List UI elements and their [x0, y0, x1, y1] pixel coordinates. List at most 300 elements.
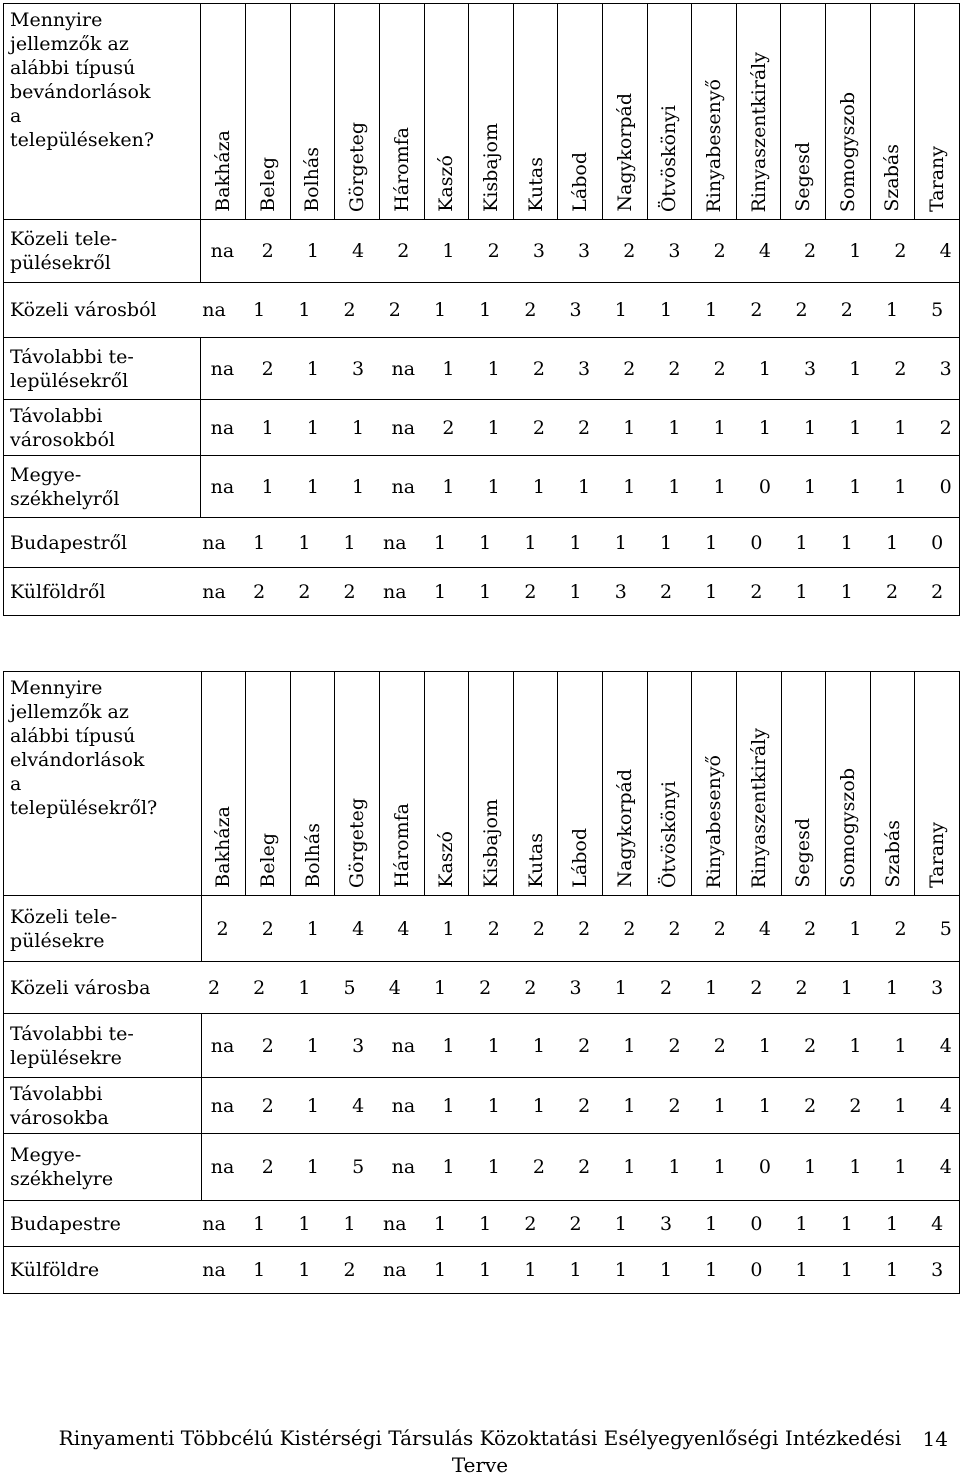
row-label: Távolabbi te- lepülésekre	[10, 1022, 134, 1069]
value-cell: na	[210, 1094, 235, 1117]
value-cell: 1	[705, 1259, 718, 1281]
value-cell: na	[391, 1156, 416, 1178]
value-cell: 0	[931, 531, 944, 554]
value-cell: na	[202, 1212, 226, 1235]
value-cell: 1	[758, 416, 771, 439]
column-header-label: Tarany	[926, 146, 949, 212]
value-cell: 3	[931, 1259, 944, 1281]
value-cell: 1	[885, 1212, 899, 1235]
value-cell: 2	[261, 917, 274, 940]
value-cell: 4	[758, 240, 771, 262]
value-cell: 2	[578, 917, 591, 940]
value-cell: 1	[306, 240, 319, 262]
value-cell: 2	[442, 416, 455, 439]
value-cell: na	[210, 475, 235, 498]
value-cell: 1	[849, 1034, 862, 1057]
value-cell: na	[383, 531, 407, 554]
row-values-cell	[201, 1078, 959, 1134]
value-cell: 1	[479, 299, 492, 321]
value-cell: 3	[614, 580, 627, 603]
value-cell: 2	[668, 1034, 681, 1057]
value-cell: 2	[894, 917, 907, 940]
column-header-label: Somogyszob	[836, 767, 859, 888]
column-header	[781, 4, 826, 220]
value-cell: na	[202, 1259, 226, 1281]
column-header-label: Bakháza	[212, 130, 235, 212]
value-cell: 2	[253, 580, 266, 603]
value-cell: 2	[532, 357, 545, 380]
value-cell: 2	[578, 1156, 591, 1178]
value-cell: 1	[659, 299, 673, 321]
value-cell: na	[210, 416, 235, 439]
column-header	[513, 672, 558, 896]
row-label: Külföldre	[10, 1259, 100, 1281]
value-cell: 1	[894, 1094, 907, 1117]
value-cell: 1	[433, 531, 447, 554]
value-cell: 3	[569, 299, 582, 321]
value-cell: 2	[668, 917, 681, 940]
column-header-label: Beleg	[256, 157, 279, 212]
table-row	[4, 400, 960, 456]
value-cell: 2	[804, 240, 817, 262]
value-cell: 1	[569, 531, 582, 554]
value-cell: 2	[216, 917, 229, 940]
value-cell: 2	[750, 580, 763, 603]
column-header	[915, 4, 960, 220]
value-cell: 1	[442, 1094, 455, 1117]
row-label-cell	[4, 456, 201, 518]
column-header-label: Görgeteg	[346, 797, 369, 888]
page-number: 14	[922, 1427, 948, 1451]
value-cell: 3	[659, 1212, 673, 1235]
row-values-cell	[201, 456, 960, 518]
column-header-label: Bolhás	[301, 823, 324, 888]
value-cell: 1	[306, 1094, 320, 1117]
value-cell: 1	[713, 1156, 726, 1178]
value-cell: 2	[840, 299, 853, 321]
value-cell: 1	[524, 531, 537, 554]
column-header	[335, 672, 380, 896]
table-row	[4, 1134, 960, 1201]
column-header-label: Kutas	[524, 157, 547, 212]
value-cell: 1	[713, 475, 726, 498]
value-cell: 2	[261, 1094, 274, 1117]
value-cell: 1	[479, 1212, 492, 1235]
value-cell: 3	[352, 1034, 365, 1057]
value-cell: 2	[298, 580, 311, 603]
column-header-label: Beleg	[256, 833, 279, 888]
row-label-cell	[4, 220, 201, 283]
column-header	[602, 4, 647, 220]
column-header-label: Görgeteg	[346, 121, 369, 212]
value-cell: 1	[306, 1034, 320, 1057]
column-header	[558, 672, 603, 896]
value-cell: 5	[931, 299, 944, 321]
value-cell: 2	[713, 917, 726, 940]
value-cell: 2	[795, 976, 808, 999]
value-cell: 2	[524, 299, 537, 321]
value-cell: 2	[261, 1034, 274, 1057]
table-row	[4, 283, 960, 338]
value-cell: 1	[306, 357, 319, 380]
value-cell: 1	[261, 416, 274, 439]
row-label: Távolabbi te- lepülésekről	[10, 345, 134, 392]
value-cell: 5	[352, 1156, 365, 1178]
column-header	[647, 4, 692, 220]
value-cell: 1	[758, 1034, 772, 1057]
value-cell: 4	[352, 1094, 365, 1117]
value-cell: 2	[939, 416, 952, 439]
value-cell: 2	[397, 240, 410, 262]
value-cell: 2	[524, 580, 537, 603]
value-cell: 1	[849, 357, 862, 380]
column-header	[692, 672, 737, 896]
value-cell: 4	[931, 1212, 944, 1235]
value-cell: 1	[442, 1034, 455, 1057]
column-header-label: Kaszó	[435, 831, 458, 888]
value-cell: 1	[623, 1156, 636, 1178]
value-cell: 1	[569, 580, 582, 603]
value-cell: 2	[804, 1094, 817, 1117]
value-cell: 2	[668, 1094, 681, 1117]
value-cell: 2	[261, 1156, 274, 1178]
table-row	[4, 962, 960, 1014]
row-label: Közeli városba	[10, 976, 151, 999]
value-cell: 2	[931, 580, 944, 603]
value-cell: 1	[253, 531, 266, 554]
footer-text: Rinyamenti Többcélú Kistérségi Társulás Közoktatási Esélyegyenlőségi Intézkedési Terve	[58, 1426, 902, 1477]
value-cell: 2	[569, 1212, 582, 1235]
value-cell: 1	[894, 1156, 907, 1178]
value-cell: 2	[524, 1212, 537, 1235]
row-values-cell	[201, 1014, 959, 1078]
column-header-label: Kisbajom	[480, 799, 503, 888]
value-cell: na	[391, 1034, 416, 1057]
column-header	[826, 4, 871, 220]
value-cell: 1	[705, 299, 718, 321]
value-cell: 1	[569, 1259, 582, 1281]
value-cell: 1	[713, 1094, 726, 1117]
value-cell: 1	[705, 580, 718, 603]
value-cell: 1	[849, 1156, 862, 1178]
column-header-label: Tarany	[926, 822, 949, 888]
value-cell: 1	[849, 240, 862, 262]
value-cell: 1	[352, 475, 365, 498]
value-cell: na	[202, 531, 226, 554]
value-cell: 1	[795, 531, 808, 554]
value-cell: 4	[939, 1034, 952, 1057]
column-header-label: Rinyabesenyő	[702, 78, 725, 212]
value-cell: 1	[442, 1156, 455, 1178]
column-header	[826, 672, 871, 896]
value-cell: 1	[442, 475, 455, 498]
value-cell: 1	[614, 1212, 627, 1235]
value-cell: 2	[261, 240, 274, 262]
row-values-cell	[201, 400, 960, 456]
table-row	[4, 456, 960, 518]
row-label: Budapestre	[10, 1212, 121, 1235]
corner-question-text: Mennyire jellemzők az alábbi típusú elvándorlások a településekről?	[10, 677, 158, 819]
column-header	[647, 672, 692, 896]
table-row	[4, 896, 960, 962]
value-cell: 1	[578, 475, 591, 498]
immigration-table	[3, 3, 960, 616]
value-cell: 4	[397, 917, 410, 940]
value-cell: 1	[804, 416, 817, 439]
value-cell: 1	[894, 475, 907, 498]
column-header	[603, 672, 648, 896]
value-cell: 2	[388, 299, 401, 321]
column-header-label: Kaszó	[435, 155, 458, 212]
value-cell: 1	[885, 531, 899, 554]
row-values-cell	[201, 220, 960, 283]
value-cell: 2	[804, 1034, 817, 1057]
row-values-cell	[201, 896, 959, 962]
value-cell: 2	[261, 357, 274, 380]
value-cell: 3	[578, 357, 591, 380]
table-corner-question	[4, 4, 201, 220]
value-cell: 1	[614, 1259, 627, 1281]
value-cell: 1	[659, 1259, 673, 1281]
column-header	[736, 672, 781, 896]
value-cell: 1	[849, 475, 862, 498]
value-cell: 1	[306, 416, 319, 439]
value-cell: 1	[840, 976, 853, 999]
value-cell: 2	[253, 976, 266, 999]
value-cell: 0	[758, 1156, 772, 1178]
value-cell: 1	[885, 1259, 899, 1281]
value-cell: 1	[442, 357, 455, 380]
table-row	[4, 1201, 960, 1247]
value-cell: 1	[532, 1094, 546, 1117]
row-label: Megye- székhelyre	[10, 1144, 114, 1190]
value-cell: 1	[442, 240, 455, 262]
value-cell: 1	[343, 1212, 356, 1235]
value-cell: 1	[623, 1034, 636, 1057]
value-cell: 4	[352, 917, 365, 940]
column-header-label: Háromfa	[390, 127, 413, 212]
value-cell: 2	[885, 580, 899, 603]
value-cell: 2	[487, 917, 500, 940]
value-cell: 1	[487, 1156, 500, 1178]
value-cell: 1	[623, 1094, 636, 1117]
value-cell: 1	[705, 531, 718, 554]
value-cell: 1	[668, 1156, 681, 1178]
value-cell: 1	[433, 1212, 447, 1235]
value-cell: 2	[207, 976, 221, 999]
value-cell: 1	[306, 475, 319, 498]
value-cell: na	[210, 1156, 235, 1178]
value-cell: 0	[750, 531, 763, 554]
value-cell: 1	[532, 475, 545, 498]
column-header	[915, 672, 960, 896]
value-cell: 1	[298, 1212, 311, 1235]
value-cell: 1	[433, 1259, 447, 1281]
value-cell: 1	[614, 976, 627, 999]
column-header	[558, 4, 603, 220]
column-header	[781, 672, 826, 896]
value-cell: 3	[569, 976, 582, 999]
value-cell: na	[210, 240, 235, 262]
value-cell: 1	[705, 976, 718, 999]
value-cell: 2	[578, 1094, 591, 1117]
column-header-label: Segesd	[792, 142, 815, 212]
column-header	[201, 672, 246, 896]
column-header-label: Bolhás	[301, 147, 324, 212]
value-cell: 2	[578, 416, 591, 439]
value-cell: 1	[532, 1034, 546, 1057]
row-label-cell	[4, 400, 201, 456]
column-header	[692, 4, 737, 220]
value-cell: 0	[758, 475, 771, 498]
column-header	[424, 672, 469, 896]
value-cell: na	[383, 580, 407, 603]
value-cell: 1	[885, 299, 899, 321]
value-cell: 3	[352, 357, 365, 380]
value-cell: 2	[343, 1259, 356, 1281]
value-cell: 1	[479, 531, 492, 554]
value-cell: 1	[261, 475, 274, 498]
value-cell: 1	[795, 580, 808, 603]
column-header-label: Somogyszob	[836, 91, 859, 212]
column-header-label: Szabás	[881, 820, 904, 888]
page-footer	[0, 1425, 960, 1479]
value-cell: na	[391, 1094, 416, 1117]
row-label: Távolabbi városokból	[10, 404, 115, 451]
table-row	[4, 338, 960, 400]
value-cell: 2	[532, 416, 545, 439]
column-header	[246, 672, 291, 896]
column-header	[201, 4, 246, 220]
table-row	[4, 1014, 960, 1078]
value-cell: 2	[713, 240, 726, 262]
row-label: Közeli városból	[10, 299, 157, 321]
value-cell: 2	[659, 580, 673, 603]
value-cell: 1	[487, 357, 500, 380]
column-header-label: Rinyaszentkirály	[747, 51, 770, 212]
value-cell: 2	[713, 1034, 726, 1057]
value-cell: 1	[795, 1212, 808, 1235]
row-cell-combined	[4, 518, 960, 568]
value-cell: 0	[750, 1212, 763, 1235]
value-cell: 1	[298, 976, 311, 999]
value-cell: 2	[343, 299, 356, 321]
value-cell: 1	[840, 531, 853, 554]
value-cell: 1	[849, 917, 862, 940]
row-label: Budapestről	[10, 531, 128, 554]
value-cell: 1	[614, 531, 627, 554]
value-cell: 1	[298, 1259, 311, 1281]
value-cell: 4	[352, 240, 365, 262]
value-cell: na	[383, 1259, 407, 1281]
value-cell: 5	[939, 917, 952, 940]
column-header-label: Ötvöskönyi	[658, 104, 681, 212]
value-cell: na	[391, 416, 416, 439]
row-cell-combined	[4, 568, 960, 616]
emigration-table	[3, 671, 960, 1294]
column-header-label: Ötvöskönyi	[658, 780, 681, 888]
value-cell: 2	[668, 357, 681, 380]
value-cell: 4	[758, 917, 772, 940]
table-row	[4, 1078, 960, 1134]
value-cell: 1	[614, 299, 627, 321]
column-header	[469, 4, 514, 220]
table-row	[4, 1247, 960, 1294]
column-header-label: Nagykorpád	[613, 93, 636, 212]
value-cell: 1	[298, 299, 311, 321]
value-cell: 1	[849, 416, 862, 439]
row-label: Távolabbi városokba	[10, 1082, 109, 1129]
row-label-cell	[4, 1014, 202, 1078]
row-cell-combined	[4, 1201, 960, 1247]
value-cell: 4	[939, 240, 952, 262]
value-cell: 1	[442, 917, 455, 940]
row-label-cell	[4, 1134, 202, 1201]
value-cell: na	[210, 357, 235, 380]
value-cell: 2	[524, 976, 537, 999]
column-header	[380, 672, 425, 896]
value-cell: 1	[668, 475, 681, 498]
table-row	[4, 518, 960, 568]
value-cell: 1	[253, 299, 266, 321]
value-cell: 2	[487, 240, 500, 262]
value-cell: 1	[306, 917, 320, 940]
value-cell: 1	[479, 580, 492, 603]
value-cell: 1	[758, 357, 771, 380]
value-cell: 2	[343, 580, 356, 603]
column-header	[469, 672, 514, 896]
value-cell: 3	[939, 357, 952, 380]
row-label: Közeli tele- pülésekre	[10, 905, 118, 952]
value-cell: 5	[343, 976, 356, 999]
value-cell: 1	[668, 416, 681, 439]
row-label: Közeli tele- pülésekről	[10, 228, 118, 274]
value-cell: na	[202, 580, 226, 603]
value-cell: 1	[433, 580, 447, 603]
table-corner-question	[4, 672, 202, 896]
column-header-label: Bakháza	[212, 806, 235, 888]
table-row	[4, 568, 960, 616]
value-cell: 3	[668, 240, 681, 262]
value-cell: 2	[750, 299, 763, 321]
value-cell: 1	[804, 475, 817, 498]
value-cell: 1	[433, 299, 447, 321]
corner-question-text: Mennyire jellemzők az alábbi típusú bevándorlások a településeken?	[10, 9, 155, 151]
value-cell: 2	[623, 240, 636, 262]
value-cell: 2	[849, 1094, 862, 1117]
value-cell: 1	[298, 531, 311, 554]
value-cell: 1	[705, 1212, 718, 1235]
value-cell: 1	[885, 976, 899, 999]
column-header-label: Kutas	[524, 833, 547, 888]
column-header-label: Szabás	[881, 144, 904, 212]
value-cell: 1	[713, 416, 726, 439]
value-cell: 2	[795, 299, 808, 321]
value-cell: 1	[804, 1156, 817, 1178]
value-cell: 1	[253, 1212, 266, 1235]
column-header	[424, 4, 469, 220]
value-cell: 1	[352, 416, 365, 439]
value-cell: 2	[532, 917, 546, 940]
column-header	[379, 4, 424, 220]
value-cell: 1	[840, 580, 853, 603]
value-cell: 1	[840, 1259, 853, 1281]
value-cell: na	[383, 1212, 407, 1235]
column-header	[335, 4, 380, 220]
value-cell: 1	[487, 475, 500, 498]
value-cell: 1	[795, 1259, 808, 1281]
value-cell: 4	[939, 1094, 952, 1117]
